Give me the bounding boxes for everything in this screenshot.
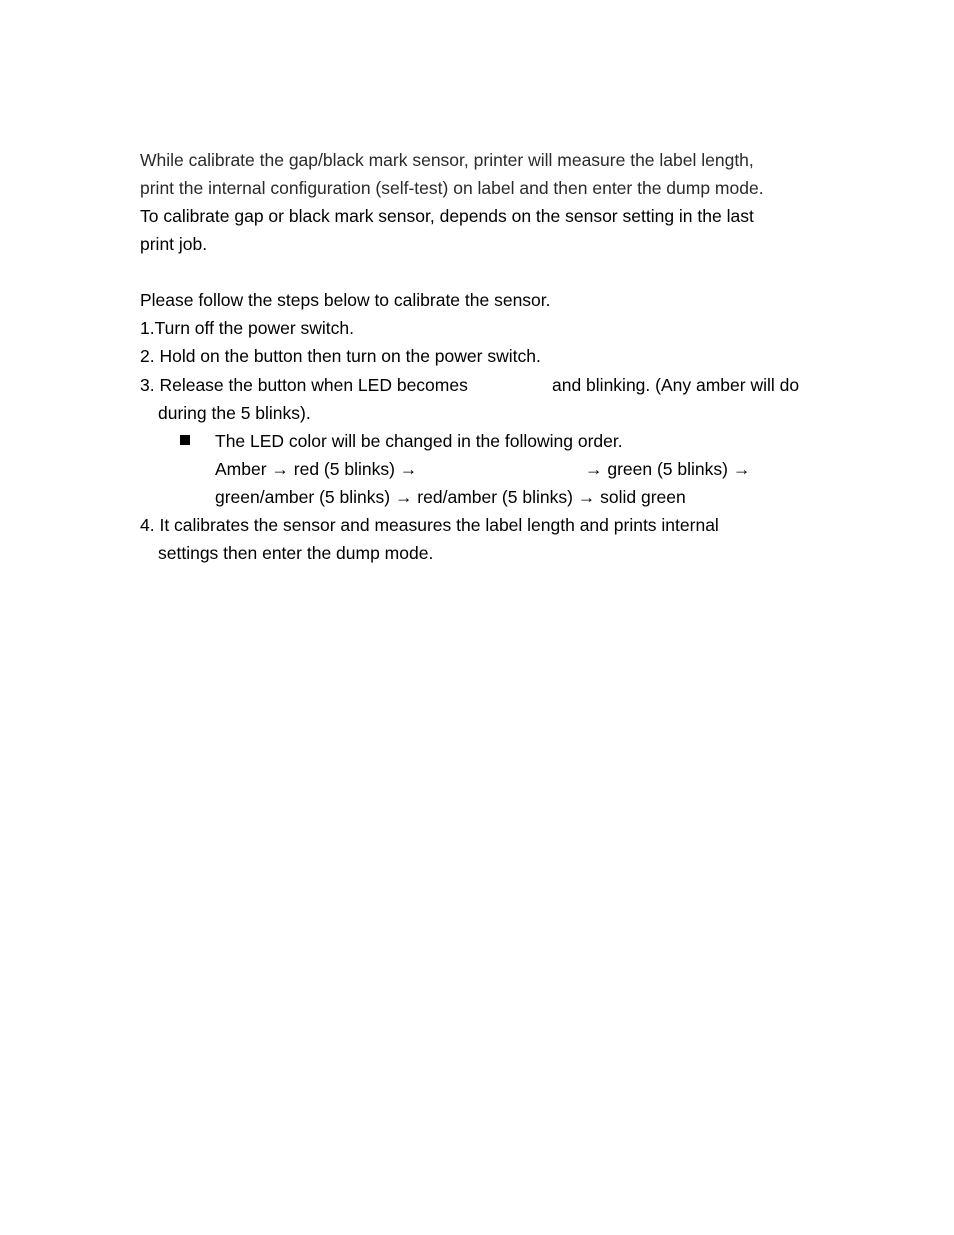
step-2: 2. Hold on the button then turn on the power switch. bbox=[140, 346, 541, 366]
intro-line-3: To calibrate gap or black mark sensor, depends on the sensor setting in the last bbox=[140, 206, 754, 226]
step-3-part-c: during the 5 blinks). bbox=[158, 403, 311, 423]
led-order-part-b: → green (5 blinks) → bbox=[585, 459, 751, 479]
step-1: 1.Turn off the power switch. bbox=[140, 318, 354, 338]
intro-line-4: print job. bbox=[140, 234, 208, 254]
step-3-part-b: and blinking. (Any amber will do bbox=[552, 375, 800, 395]
step-3-part-a: 3. Release the button when LED becomes bbox=[140, 375, 468, 395]
led-order-part-a: Amber → red (5 blinks) → bbox=[215, 459, 418, 479]
step-4-part-b: settings then enter the dump mode. bbox=[158, 543, 434, 563]
steps-heading: Please follow the steps below to calibrate the sensor. bbox=[140, 290, 551, 310]
bullet-text: The LED color will be changed in the following order. bbox=[215, 431, 623, 451]
square-bullet-icon bbox=[180, 435, 190, 445]
led-order-part-c: green/amber (5 blinks) → red/amber (5 blinks) → solid green bbox=[215, 487, 686, 507]
intro-line-1: While calibrate the gap/black mark sensor, printer will measure the label length, bbox=[140, 150, 754, 170]
step-4-part-a: 4. It calibrates the sensor and measures the label length and prints internal bbox=[140, 515, 719, 535]
intro-line-2: print the internal configuration (self-test) on label and then enter the dump mode. bbox=[140, 178, 764, 198]
